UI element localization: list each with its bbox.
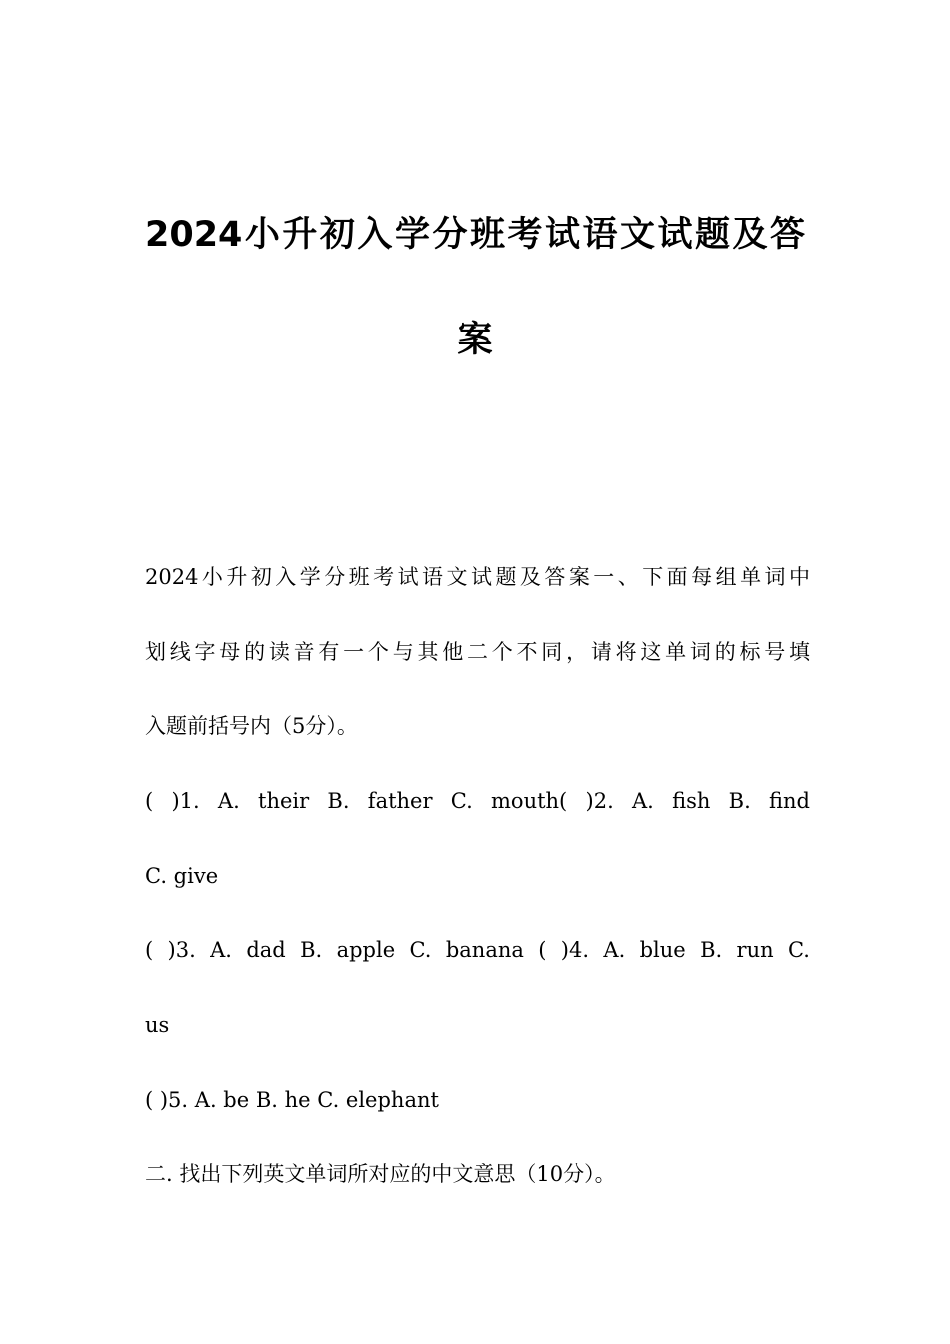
paragraph-line-3: 入题前括号内（5分）。	[145, 714, 358, 738]
question-line-2: C. give	[145, 864, 219, 888]
question-line-5: ( )5. A. be B. he C. elephant	[145, 1088, 439, 1112]
question-line-3: ( )3. A. dad B. apple C. banana ( )4. A. blue B. run C.	[145, 938, 810, 962]
paragraph-line-2: 划线字母的读音有一个与其他二个不同，请将这单词的标号填	[145, 640, 810, 664]
document-title	[145, 215, 805, 360]
paragraph-line-1: 2024小升初入学分班考试语文试题及答案一、下面每组单词中	[145, 565, 810, 589]
question-line-4: us	[145, 1013, 170, 1037]
title-line-2: 案	[457, 320, 493, 360]
section-heading-2: 二. 找出下列英文单词所对应的中文意思（10分）。	[145, 1162, 616, 1186]
question-line-1: ( )1. A. their B. father C. mouth( )2. A. fish B. find	[145, 789, 810, 813]
title-line-1: 2024小升初入学分班考试语文试题及答	[145, 215, 805, 255]
